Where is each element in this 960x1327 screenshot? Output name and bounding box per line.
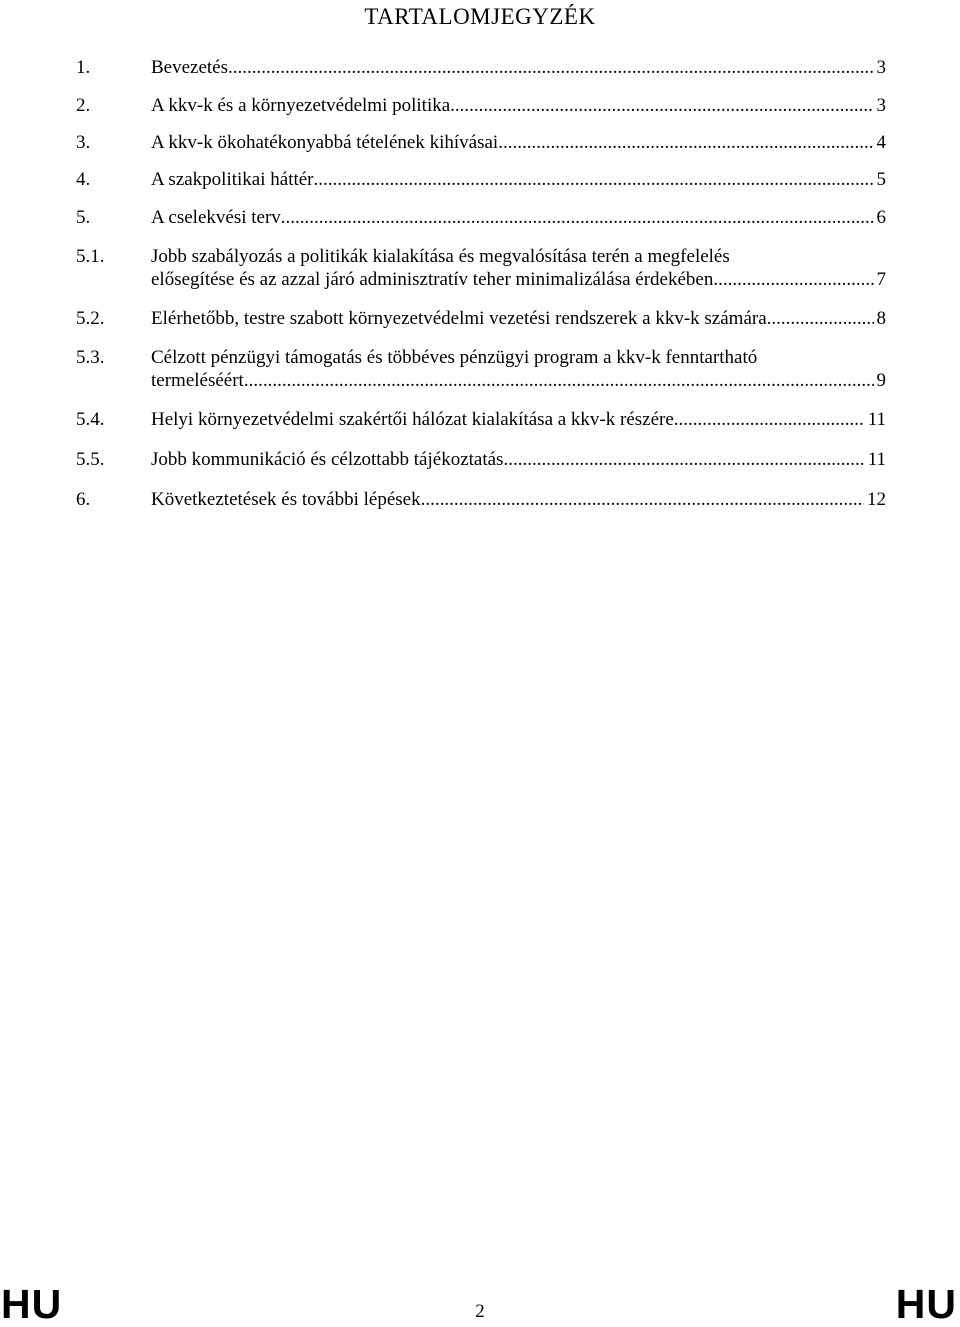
toc-entry-title: Elérhetőbb, testre szabott környezetvédelmi vezetési rendszerek a kkv-k számára — [151, 308, 767, 329]
toc-entry-body — [151, 346, 886, 392]
toc-entry-body — [151, 488, 886, 511]
toc-entry-page-number: 5 — [876, 169, 886, 190]
toc-dot-leader — [244, 369, 874, 392]
toc-entry-page-number: 6 — [876, 207, 886, 228]
toc-entry[interactable] — [76, 56, 886, 79]
toc-entry[interactable] — [76, 346, 886, 392]
toc-entry-number: 3. — [76, 132, 91, 153]
toc-entry-page-number: 4 — [876, 132, 886, 153]
toc-entry-title: A szakpolitikai háttér — [151, 169, 314, 190]
toc-dot-leader — [498, 131, 873, 154]
toc-entry-title: Helyi környezetvédelmi szakértői hálózat kialakítása a kkv-k részére — [151, 409, 674, 430]
toc-dot-leader — [713, 268, 873, 291]
toc-entry[interactable] — [76, 408, 886, 431]
toc-entry-title: termeléséért — [151, 370, 244, 391]
footer-language-code-left: HU — [1, 1281, 63, 1327]
toc-entry-number: 2. — [76, 95, 91, 116]
toc-entry-body — [151, 245, 886, 291]
toc-entry-page-number: 3 — [876, 57, 886, 78]
toc-entry-number: 6. — [76, 489, 91, 510]
toc-entry-line — [151, 206, 886, 229]
toc-entry-line — [151, 307, 886, 330]
toc-entry-number: 5.1. — [76, 246, 105, 267]
toc-entry-number: 5.3. — [76, 347, 105, 368]
toc-entry[interactable] — [76, 206, 886, 229]
toc-dot-leader — [674, 408, 865, 431]
toc-entry-line — [151, 168, 886, 191]
toc-entry-number: 5. — [76, 207, 91, 228]
toc-entry-page-number: 8 — [876, 308, 886, 329]
toc-entry-body — [151, 307, 886, 330]
toc-entry-line — [151, 369, 886, 392]
toc-dot-leader — [421, 488, 864, 511]
toc-entry-line — [151, 408, 886, 431]
toc-entry-number: 1. — [76, 57, 91, 78]
toc-entry-page-number: 3 — [876, 95, 886, 116]
toc-dot-leader — [228, 56, 873, 79]
toc-entry-line — [151, 448, 886, 471]
toc-entry-title: elősegítése és az azzal járó adminisztratív teher minimalizálása érdekében — [151, 269, 714, 290]
toc-entry-page-number: 7 — [876, 269, 886, 290]
toc-entry-page-number: 11 — [867, 449, 886, 470]
toc-entry[interactable] — [76, 94, 886, 117]
toc-entry-title: A kkv-k ökohatékonyabbá tételének kihívásai — [151, 132, 499, 153]
toc-entry-line — [151, 56, 886, 79]
toc-entry-number: 5.4. — [76, 409, 105, 430]
toc-entry-title: A cselekvési terv — [151, 207, 281, 228]
toc-dot-leader — [281, 206, 874, 229]
toc-entry-body — [151, 56, 886, 79]
toc-entry-title: A kkv-k és a környezetvédelmi politika — [151, 95, 451, 116]
toc-dot-leader — [450, 94, 873, 117]
toc-entry-number: 5.5. — [76, 449, 105, 470]
toc-dot-leader — [503, 448, 864, 471]
toc-entry-body — [151, 408, 886, 431]
toc-entry-number: 5.2. — [76, 308, 105, 329]
toc-entry-body — [151, 206, 886, 229]
toc-entry-line — [151, 94, 886, 117]
toc-entry[interactable] — [76, 307, 886, 330]
toc-entry-page-number: 11 — [867, 409, 886, 430]
toc-entry-line — [151, 488, 886, 511]
toc-entry-body — [151, 131, 886, 154]
toc-entry-body — [151, 94, 886, 117]
toc-entry-title: Következtetések és további lépések — [151, 489, 421, 510]
toc-entry-title-first-line: Célzott pénzügyi támogatás és többéves pénzügyi program a kkv-k fenntartható — [151, 347, 758, 368]
toc-entry-title-first-line: Jobb szabályozás a politikák kialakítása és megvalósítása terén a megfelelés — [151, 246, 730, 267]
table-of-contents — [76, 56, 886, 511]
toc-entry[interactable] — [76, 488, 886, 511]
toc-entry[interactable] — [76, 131, 886, 154]
toc-entry[interactable] — [76, 168, 886, 191]
toc-entry-page-number: 12 — [867, 489, 886, 510]
toc-entry-page-number: 9 — [876, 370, 886, 391]
toc-entry[interactable] — [76, 245, 886, 291]
toc-entry-number: 4. — [76, 169, 91, 190]
toc-dot-leader — [767, 307, 874, 330]
toc-entry-body — [151, 168, 886, 191]
toc-entry-line — [151, 268, 886, 291]
toc-entry-title: Bevezetés — [151, 57, 229, 78]
footer-page-number: 2 — [475, 1301, 485, 1322]
page-title: TARTALOMJEGYZÉK — [364, 4, 596, 29]
footer-language-code-right: HU — [895, 1281, 957, 1327]
toc-dot-leader — [314, 168, 874, 191]
toc-entry-body — [151, 448, 886, 471]
toc-entry-title: Jobb kommunikáció és célzottabb tájékoztatás — [151, 449, 504, 470]
toc-entry-line — [151, 131, 886, 154]
toc-entry[interactable] — [76, 448, 886, 471]
